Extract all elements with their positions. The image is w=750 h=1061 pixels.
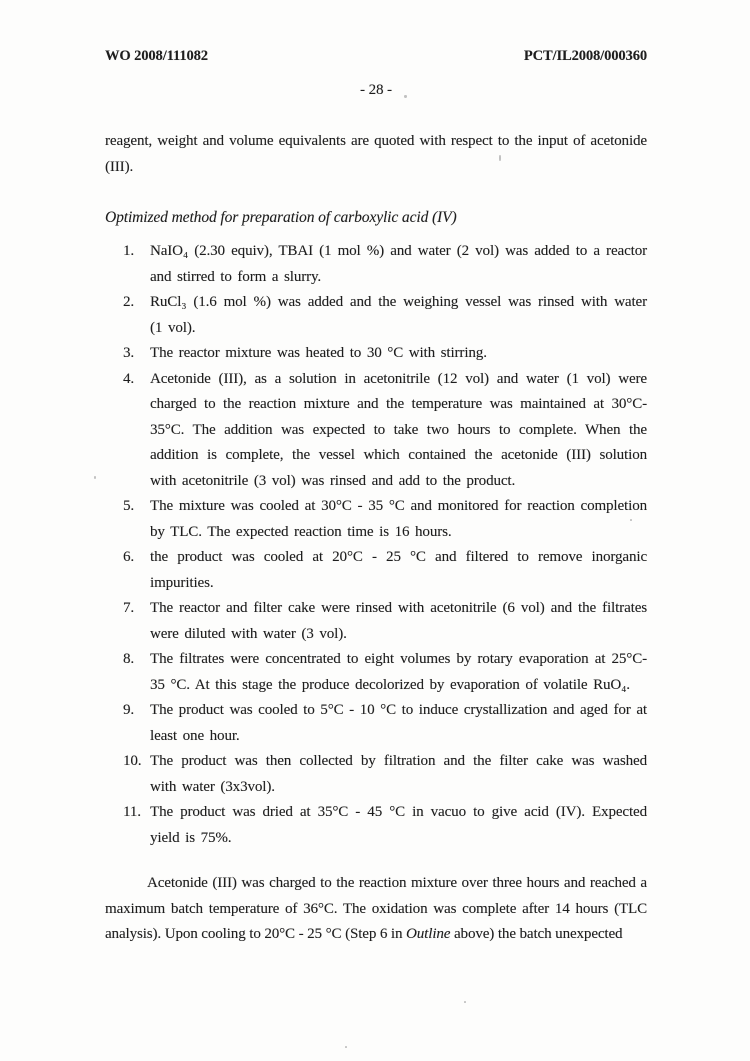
step-number: 4. xyxy=(123,370,135,387)
step-number: 2. xyxy=(123,294,135,310)
step-text: The reactor and filter cake were rinsed with acetonitrile (6 vol) and the filtrates were diluted with water (3 vol). xyxy=(150,600,647,642)
step-item xyxy=(105,494,647,545)
step-item xyxy=(105,596,647,647)
scan-speck xyxy=(94,476,96,479)
intro-paragraph: reagent, weight and volume equivalents are quoted with respect to the input of acetonide (III). xyxy=(105,133,647,175)
closing-paragraph xyxy=(105,871,647,948)
step-item xyxy=(105,545,647,596)
step-text: The product was then collected by filtration and the filter cake was washed with water (3x3vol). xyxy=(150,753,647,795)
step-text: RuCl₃ (1.6 mol %) was added and the weighing vessel was rinsed with water (1 vol). xyxy=(150,294,647,336)
step-number: 6. xyxy=(123,549,135,565)
step-number: 7. xyxy=(123,600,135,616)
step-item xyxy=(105,341,647,367)
scan-speck xyxy=(630,519,632,521)
step-item xyxy=(105,800,647,851)
step-text: the product was cooled at 20°C - 25 °C and filtered to remove inorganic impurities. xyxy=(150,549,647,591)
section-heading: Optimized method for preparation of carboxylic acid (IV) xyxy=(105,209,457,226)
application-number: PCT/IL2008/000360 xyxy=(523,48,647,64)
publication-number: WO 2008/111082 xyxy=(105,48,208,64)
step-number: 5. xyxy=(123,498,135,514)
step-text: The product was cooled to 5°C - 10 °C to induce crystallization and aged for at least one hour. xyxy=(150,702,647,744)
step-item xyxy=(105,290,647,341)
step-item xyxy=(105,367,647,495)
scan-speck xyxy=(464,1001,466,1003)
step-number: 8. xyxy=(123,651,135,667)
step-number: 11. xyxy=(123,804,141,820)
closing-text-start: Acetonide (III) was charged to the reaction mixture over three hours and reached a maximum batch temperature of 36°C. The oxidation was complete after 14 hours (TLC analysis). Upon cooling to 20°C - 25 °C (Step 6 in xyxy=(105,875,647,942)
steps-list xyxy=(105,239,647,851)
page-number: - 28 - xyxy=(360,82,392,98)
step-item xyxy=(105,698,647,749)
step-text: The mixture was cooled at 30°C - 35 °C and monitored for reaction completion by TLC. The expected reaction time is 16 hours. xyxy=(150,498,647,540)
step-item xyxy=(105,647,647,698)
step-number: 10. xyxy=(123,753,142,769)
step-text: The product was dried at 35°C - 45 °C in vacuo to give acid (IV). Expected yield is 75%. xyxy=(150,804,647,846)
page-header xyxy=(105,48,647,65)
step-text: Acetonide (III), as a solution in acetonitrile (12 vol) and water (1 vol) were charged to the reaction mixture and the temperature was maintained at 30°C-35°C. The addition was expected to take two hours to complete. When the addition is complete, the vessel which contained the acetonide (III) solution with acetonitrile (3 vol) was rinsed and add to the product. xyxy=(150,370,647,489)
closing-italic-term: Outline xyxy=(406,926,451,942)
step-text: The reactor mixture was heated to 30 °C with stirring. xyxy=(150,345,487,361)
step-item xyxy=(105,239,647,290)
scan-speck xyxy=(345,1046,347,1048)
step-number: 1. xyxy=(123,243,135,259)
closing-text-end: above) the batch unexpected xyxy=(450,926,623,942)
step-number: 3. xyxy=(123,345,135,361)
scan-speck xyxy=(499,155,501,161)
step-number: 9. xyxy=(123,702,135,718)
scan-speck xyxy=(404,95,407,98)
step-item xyxy=(105,749,647,800)
step-text: NaIO₄ (2.30 equiv), TBAI (1 mol %) and water (2 vol) was added to a reactor and stirred to form a slurry. xyxy=(150,243,647,285)
step-text: The filtrates were concentrated to eight volumes by rotary evaporation at 25°C-35 °C. At this stage the produce decolorized by evaporation of volatile RuO₄. xyxy=(150,651,647,693)
